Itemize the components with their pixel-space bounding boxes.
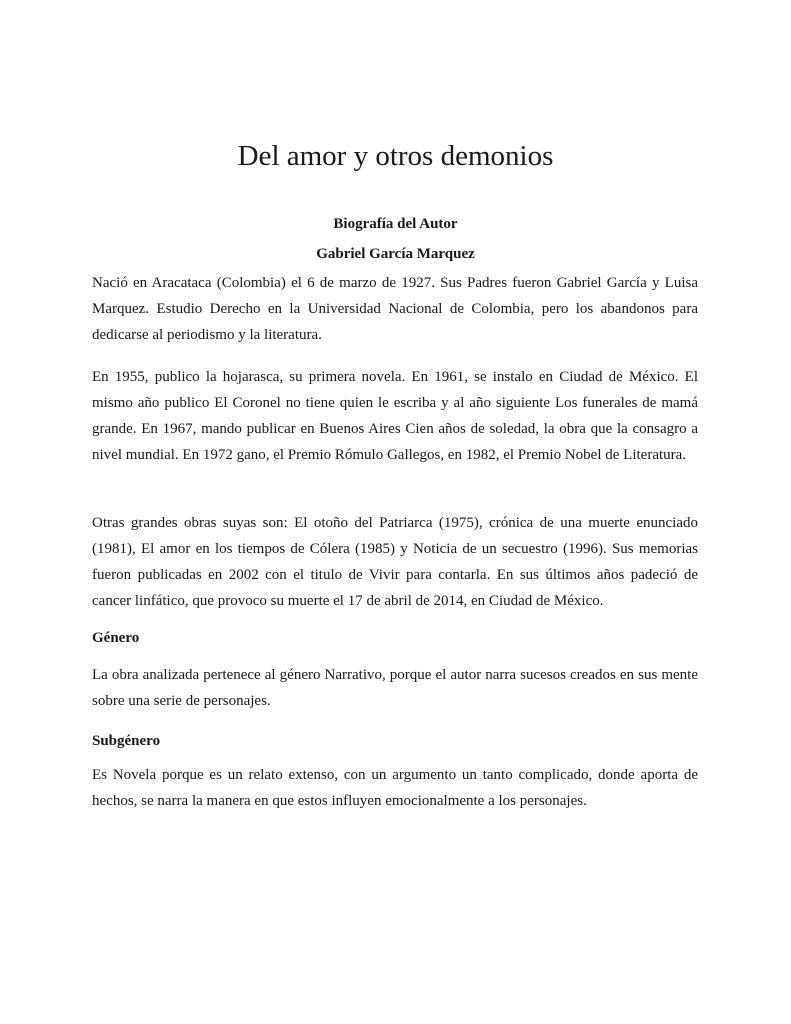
- author-name: Gabriel García Marquez: [316, 246, 475, 262]
- biography-heading: Biografía del Autor: [333, 216, 458, 232]
- paragraph-birth: Nació en Aracataca (Colombia) el 6 de marzo de 1927. Sus Padres fueron Gabriel García y Luisa Marquez. Estudio Derecho en la Universidad Nacional de Colombia, pero los abandonos para dedicarse al periodismo y la literatura.: [92, 275, 698, 343]
- subgenre-paragraph: Es Novela porque es un relato extenso, con un argumento un tanto complicado, donde aporta de hechos, se narra la manera en que estos influyen emocionalmente a los personajes.: [92, 767, 698, 809]
- subgenre-heading: Subgénero: [92, 733, 161, 749]
- paragraph-career: En 1955, publico la hojarasca, su primera novela. En 1961, se instalo en Ciudad de México. El mismo año publico El Coronel no tiene quien le escriba y al año siguiente Los funerales de mamá grande. En 1967, mando publicar en Buenos Aires Cien años de soledad, la obra que la consagro a nivel mundial. En 1972 gano, el Premio Rómulo Gallegos, en 1982, el Premio Nobel de Literatura.: [92, 369, 698, 463]
- genre-paragraph: La obra analizada pertenece al género Narrativo, porque el autor narra sucesos creados en sus mente sobre una serie de personajes.: [92, 667, 698, 709]
- genre-heading: Género: [92, 630, 140, 646]
- document-title: Del amor y otros demonios: [237, 140, 554, 172]
- paragraph-works: Otras grandes obras suyas son: El otoño del Patriarca (1975), crónica de una muerte enunciado (1981), El amor en los tiempos de Cólera (1985) y Noticia de un secuestro (1996). Sus memorias fueron publicadas en 2002 con el titulo de Vivir para contarla. En sus últimos años padeció de cancer linfático, que provoco su muerte el 17 de abril de 2014, en Ciudad de México.: [92, 515, 698, 609]
